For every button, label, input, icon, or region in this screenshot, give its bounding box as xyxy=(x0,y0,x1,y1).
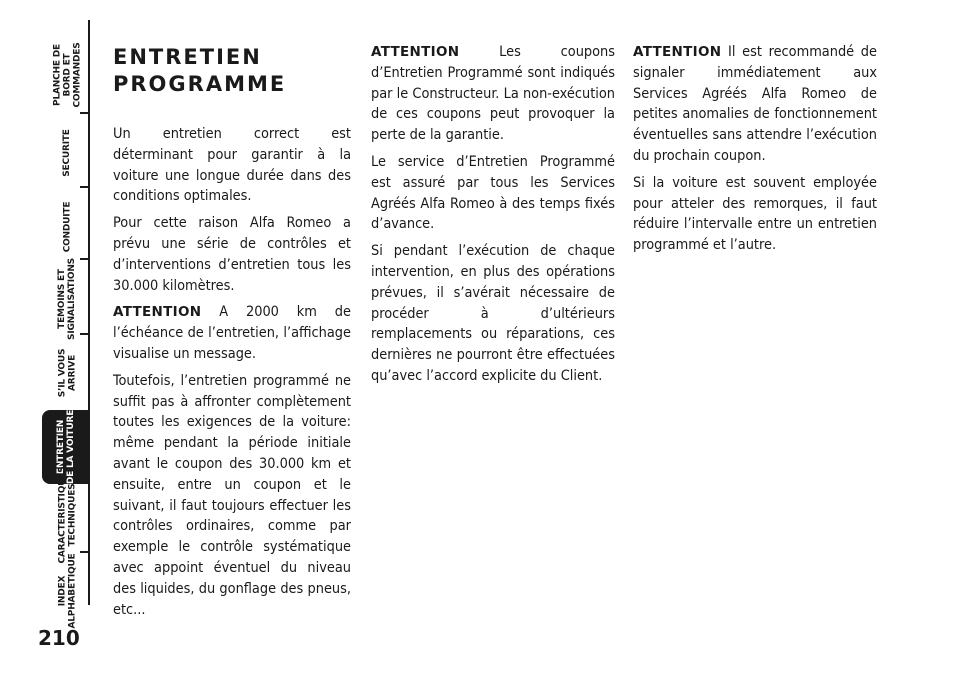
page-title xyxy=(113,44,351,98)
tab-index[interactable] xyxy=(44,554,90,628)
attention-label: ATTENTION xyxy=(113,304,202,321)
tab-sil-vous-arrive[interactable] xyxy=(44,336,90,410)
tab-label: TEMOINS ET SIGNALISATIONS xyxy=(57,258,77,340)
paragraph: Pour cette raison Alfa Romeo a prévu une série de contrôles et d’interventions d’entretien tous les 30.000 kilomètres. xyxy=(113,215,351,294)
text-column-1 xyxy=(113,44,351,626)
tab-separator xyxy=(80,186,90,188)
tab-label: ENTRETIEN DE LA VOITURE xyxy=(56,409,77,485)
paragraph: Si la voiture est souvent employée pour atteler des remorques, il faut réduire l’intervalle entre un entretien programmé et l’autre. xyxy=(633,174,877,254)
paragraph: Le service d’Entretien Programmé est assuré par tous les Services Agréés Alfa Romeo à des temps fixés d’avance. xyxy=(371,153,615,233)
tab-separator xyxy=(80,333,90,335)
attention-paragraph xyxy=(371,42,615,146)
attention-label: ATTENTION xyxy=(633,44,722,60)
paragraph: Un entretien correct est déterminant pour garantir à la voiture une longue durée dans des conditions optimales. xyxy=(113,126,351,205)
chapter-tabs xyxy=(0,0,92,692)
attention-label: ATTENTION xyxy=(371,44,460,60)
tab-label: INDEX ALPHABETIQUE xyxy=(57,553,77,629)
attention-paragraph xyxy=(113,302,351,364)
tab-temoins[interactable] xyxy=(44,258,90,340)
tab-label: S’IL VOUS ARRIVE xyxy=(57,348,78,398)
tab-label: CONDUITE xyxy=(62,201,73,253)
paragraph: Si pendant l’exécution de chaque intervention, en plus des opérations prévues, il s’avérait nécessaire de procéder à d’ultérieurs remplacements ou réparations, ces dernières ne pourront être effectuées qu’avec l’accord explicite du Client. xyxy=(371,243,615,384)
page-number: 210 xyxy=(38,626,80,650)
tab-separator xyxy=(80,551,90,553)
tab-planche-de-bord[interactable] xyxy=(44,38,90,112)
tab-conduite[interactable] xyxy=(44,190,90,264)
tab-label: SECURITE xyxy=(62,129,73,177)
title-line-2: PROGRAMME xyxy=(113,72,287,96)
attention-paragraph xyxy=(633,42,877,167)
tab-label: PLANCHE DE BORD ET COMMANDES xyxy=(52,42,82,108)
attention-text: Les coupons d’Entretien Programmé sont indiqués par le Constructeur. La non-exécution de ces coupons peut provoquer la perte de la garantie. xyxy=(371,44,615,144)
attention-text: A 2000 km de l’échéance de l’entretien, l’affichage visualise un message. xyxy=(113,304,351,362)
paragraph: Toutefois, l’entretien programmé ne suffit pas à affronter complètement toutes les exigences de la voiture: même pendant la période initiale avant le coupon des 30.000 km et ensuite, entre un coupon et le suivant, il faut toujours effectuer les contrôles ordinaires, comme par exemple le contrôle systématique avec appoint éventuel du niveau des liquides, du gonflage des pneus, etc... xyxy=(113,372,351,618)
text-column-3 xyxy=(633,42,877,262)
title-line-1: ENTRETIEN xyxy=(113,45,262,69)
tab-label: CARACTERISTIQUES TECHNIQUES xyxy=(57,466,77,564)
text-column-2 xyxy=(371,42,615,393)
tab-separator xyxy=(80,258,90,260)
tab-caracteristiques[interactable] xyxy=(44,466,90,564)
tab-securite[interactable] xyxy=(44,116,90,190)
tab-separator xyxy=(80,112,90,114)
attention-text: Il est recommandé de signaler immédiatement aux Services Agréés Alfa Romeo de petites anomalies de fonctionnement éventuelles sans attendre l’exécution du prochain coupon. xyxy=(633,44,877,164)
